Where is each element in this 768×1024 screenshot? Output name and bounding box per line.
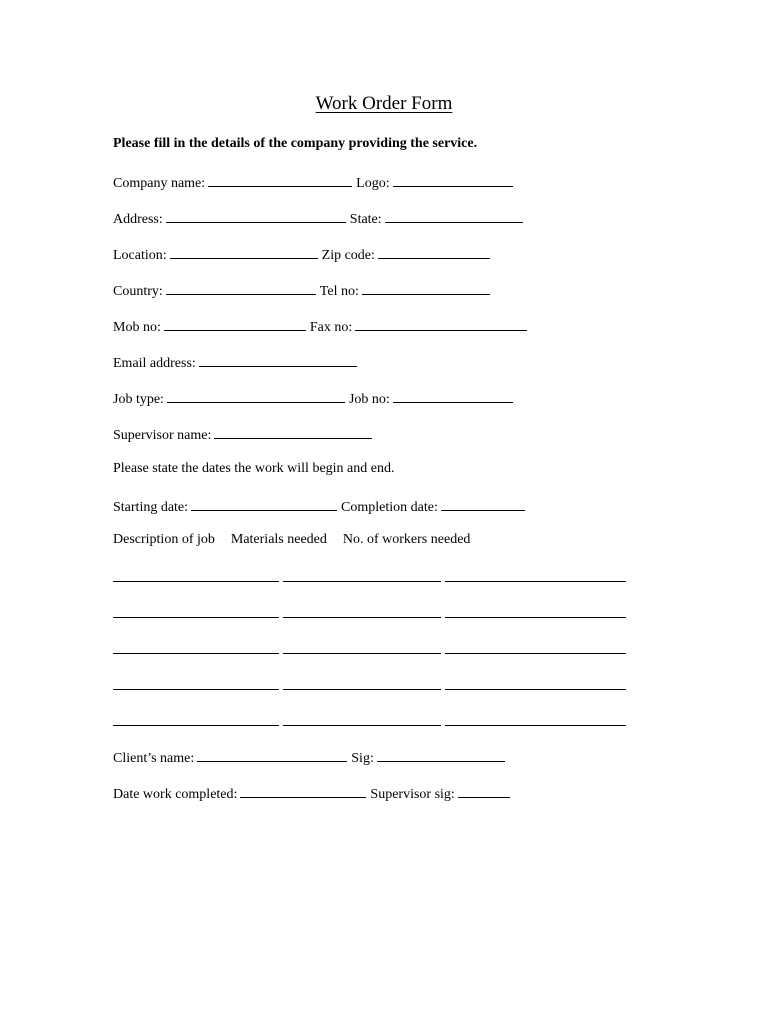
mob-no-label: Mob no: (113, 320, 161, 335)
dates-instruction: Please state the dates the work will begin and end. (113, 461, 395, 476)
sig-field[interactable] (377, 747, 505, 762)
location-field[interactable] (170, 244, 318, 259)
job-no-field[interactable] (393, 388, 513, 403)
client-row (113, 747, 505, 768)
job-no-label: Job no: (348, 392, 390, 407)
table-cell-materials[interactable] (283, 581, 441, 582)
tel-no-label: Tel no: (319, 284, 359, 299)
zip-code-field[interactable] (378, 244, 490, 259)
table-cell-workers[interactable] (445, 689, 626, 690)
country-field[interactable] (166, 280, 316, 295)
clients-name-field[interactable] (197, 747, 347, 762)
clients-name-label: Client’s name: (113, 751, 195, 766)
supervisor-sig-field[interactable] (458, 783, 510, 798)
table-cell-materials[interactable] (283, 653, 441, 654)
table-cell-description[interactable] (113, 689, 279, 690)
supervisor-name-field[interactable] (214, 424, 372, 439)
date-work-completed-field[interactable] (240, 783, 366, 798)
col-workers-header: No. of workers needed (342, 532, 471, 547)
starting-date-label: Starting date: (113, 500, 189, 515)
address-label: Address: (113, 212, 163, 227)
sig-label: Sig: (351, 751, 374, 766)
table-cell-materials[interactable] (283, 617, 441, 618)
country-label: Country: (113, 284, 163, 299)
logo-label: Logo: (356, 176, 390, 191)
form-intro: Please fill in the details of the company providing the service. (113, 136, 478, 151)
table-cell-materials[interactable] (283, 689, 441, 690)
company-name-label: Company name: (113, 176, 206, 191)
supervisor-sig-label: Supervisor sig: (370, 787, 455, 802)
email-row (113, 352, 357, 373)
address-field[interactable] (166, 208, 346, 223)
job-type-label: Job type: (113, 392, 164, 407)
table-cell-description[interactable] (113, 725, 279, 726)
completion-date-label: Completion date: (341, 500, 438, 515)
completion-date-field[interactable] (441, 496, 525, 511)
completion-row (113, 783, 510, 804)
form-title: Work Order Form (315, 93, 453, 114)
mob-no-row (113, 316, 527, 337)
table-cell-description[interactable] (113, 653, 279, 654)
table-cell-description[interactable] (113, 617, 279, 618)
address-row (113, 208, 523, 229)
job-type-field[interactable] (167, 388, 345, 403)
location-label: Location: (113, 248, 167, 263)
mob-no-field[interactable] (164, 316, 306, 331)
supervisor-name-row (113, 424, 372, 445)
tel-no-field[interactable] (362, 280, 490, 295)
col-description-header: Description of job (113, 532, 215, 547)
email-address-field[interactable] (199, 352, 357, 367)
fax-no-label: Fax no: (309, 320, 353, 335)
state-field[interactable] (385, 208, 523, 223)
col-materials-header: Materials needed (230, 532, 327, 547)
table-cell-materials[interactable] (283, 725, 441, 726)
country-row (113, 280, 490, 301)
table-cell-workers[interactable] (445, 581, 626, 582)
company-name-field[interactable] (208, 172, 352, 187)
job-type-row (113, 388, 513, 409)
starting-date-field[interactable] (191, 496, 337, 511)
table-cell-description[interactable] (113, 581, 279, 582)
table-cell-workers[interactable] (445, 617, 626, 618)
table-cell-workers[interactable] (445, 653, 626, 654)
email-address-label: Email address: (113, 356, 196, 371)
date-work-completed-label: Date work completed: (113, 787, 238, 802)
location-row (113, 244, 490, 265)
state-label: State: (349, 212, 382, 227)
fax-no-field[interactable] (355, 316, 527, 331)
logo-field[interactable] (393, 172, 513, 187)
table-cell-workers[interactable] (445, 725, 626, 726)
zip-code-label: Zip code: (321, 248, 375, 263)
dates-row (113, 496, 525, 517)
company-name-row (113, 172, 513, 193)
table-header (113, 531, 470, 549)
supervisor-name-label: Supervisor name: (113, 428, 212, 443)
